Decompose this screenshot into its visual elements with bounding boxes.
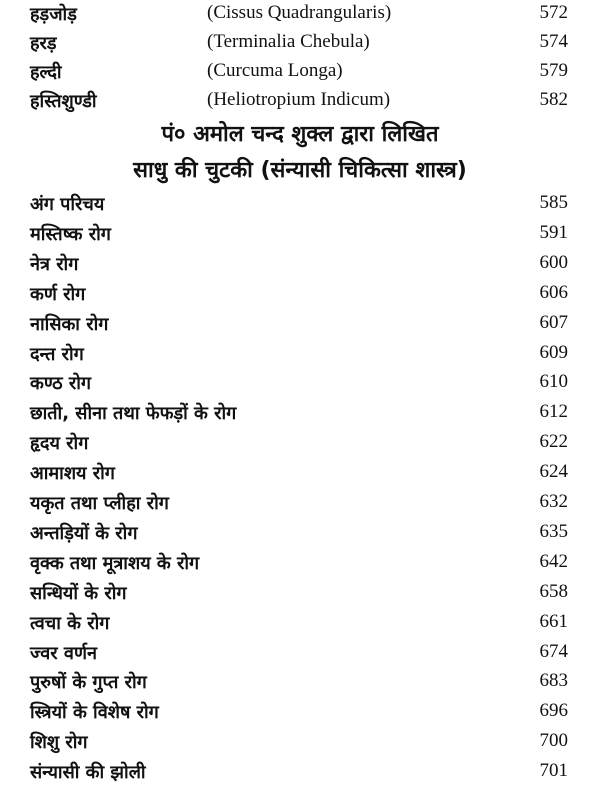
herb-latin-name: (Heliotropium Indicum) [207, 89, 391, 110]
toc-row [0, 431, 600, 459]
chapter-title: कर्ण रोग [30, 283, 86, 305]
page-number: 635 [539, 520, 568, 542]
page-number: 658 [539, 580, 568, 602]
chapter-title: स्त्रियों के विशेष रोग [30, 702, 159, 724]
chapter-title: सन्धियों के रोग [30, 582, 127, 604]
page-number: 661 [539, 610, 568, 632]
page-number: 610 [539, 371, 568, 393]
herb-name: हस्तिशुण्डी [30, 91, 97, 112]
toc-row [0, 192, 600, 220]
page-number: 600 [539, 251, 568, 273]
toc-row [0, 401, 600, 429]
toc-row [0, 31, 600, 59]
page-number: 574 [539, 31, 568, 52]
page-number: 674 [539, 640, 568, 662]
page-number: 700 [539, 730, 568, 752]
chapter-title: मस्तिष्क रोग [30, 223, 111, 245]
page-number: 585 [539, 192, 568, 213]
toc-row [0, 342, 600, 370]
toc-row [0, 89, 600, 117]
chapter-title: अंग परिचय [30, 194, 105, 215]
toc-row [0, 670, 600, 698]
chapter-title: त्वचा के रोग [30, 612, 110, 634]
page-number: 606 [539, 281, 568, 303]
page-number: 607 [539, 311, 568, 333]
page-number: 683 [539, 670, 568, 692]
toc-row [0, 641, 600, 669]
herb-name: हल्दी [30, 62, 62, 83]
toc-row [0, 730, 600, 758]
page-number: 609 [539, 341, 568, 363]
toc-row [0, 60, 600, 88]
page-number: 622 [539, 431, 568, 453]
toc-row [0, 282, 600, 310]
chapter-title: आमाशय रोग [30, 463, 115, 485]
page-number: 696 [539, 700, 568, 722]
herb-latin-name: (Curcuma Longa) [207, 60, 343, 81]
page-number: 701 [539, 760, 568, 782]
chapter-title: यकृत तथा प्लीहा रोग [30, 493, 169, 514]
page-number: 582 [539, 89, 568, 110]
chapter-title: नेत्र रोग [30, 253, 79, 275]
chapter-title: वृक्क तथा मूत्राशय के रोग [30, 552, 200, 574]
chapter-title: दन्त रोग [30, 343, 84, 365]
herb-name: हरड़ [30, 33, 57, 54]
toc-row [0, 760, 600, 788]
chapter-title: कण्ठ रोग [30, 373, 92, 395]
section-author-line: पं० अमोल चन्द शुक्ल द्वारा लिखित [161, 122, 439, 147]
toc-row [0, 551, 600, 579]
toc-row [0, 611, 600, 639]
page-number: 591 [539, 221, 568, 243]
herb-latin-name: (Terminalia Chebula) [207, 31, 370, 52]
toc-row [0, 461, 600, 489]
page-number: 579 [539, 60, 568, 81]
chapter-title: पुरुषों के गुप्त रोग [30, 672, 147, 694]
chapter-title: अन्तड़ियों के रोग [30, 522, 138, 544]
toc-row [0, 2, 600, 30]
chapter-title: हृदय रोग [30, 433, 89, 455]
page-number: 624 [539, 461, 568, 483]
toc-row [0, 491, 600, 519]
toc-row [0, 252, 600, 280]
herb-latin-name: (Cissus Quadrangularis) [207, 2, 392, 23]
chapter-title: नासिका रोग [30, 313, 109, 335]
toc-row [0, 312, 600, 340]
page-number: 632 [539, 491, 568, 512]
toc-row [0, 521, 600, 549]
page-number: 642 [539, 550, 568, 572]
herb-name: हड़जोड़ [30, 4, 77, 25]
chapter-title: शिशु रोग [30, 732, 88, 754]
chapter-title: छाती, सीना तथा फेफड़ों के रोग [30, 403, 237, 425]
toc-row [0, 222, 600, 250]
section-title: साधु की चुटकी (संन्यासी चिकित्सा शास्त्र) [133, 158, 467, 183]
chapter-title: ज्वर वर्णन [30, 642, 97, 664]
page-number: 572 [539, 2, 568, 23]
toc-row [0, 371, 600, 399]
page-number: 612 [539, 401, 568, 423]
toc-row [0, 700, 600, 728]
chapter-title: संन्यासी की झोली [30, 762, 146, 784]
toc-row [0, 581, 600, 609]
